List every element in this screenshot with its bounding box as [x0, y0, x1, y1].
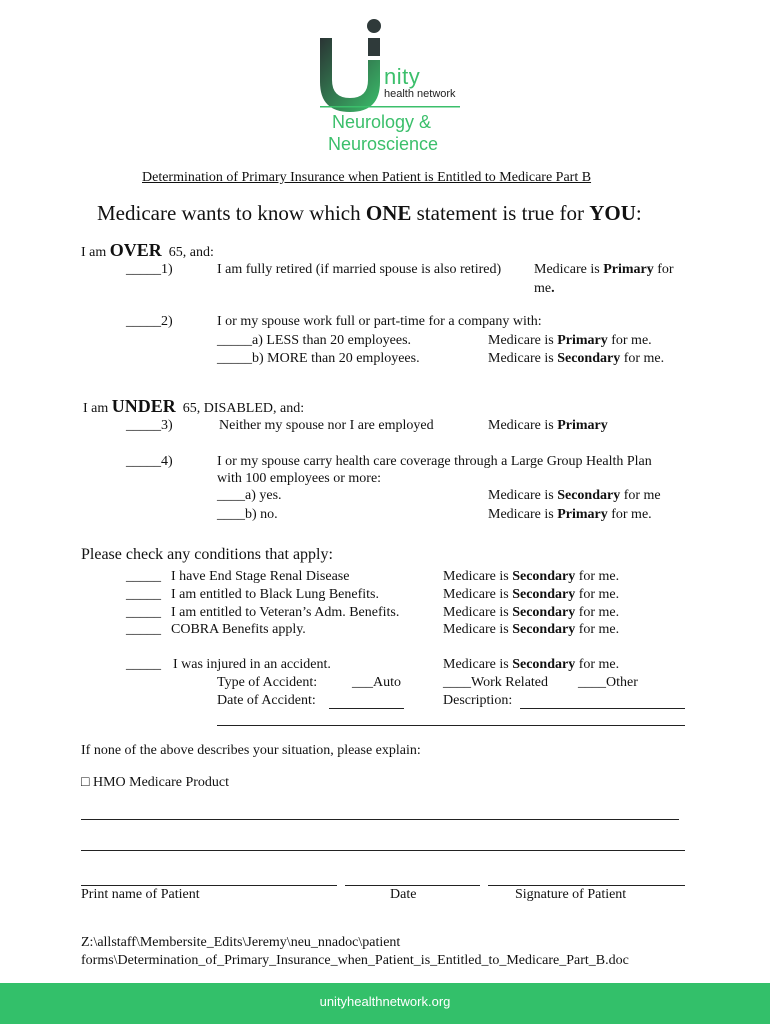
q4a-result: Medicare is Secondary for me — [488, 488, 661, 503]
logo-dept-line2: Neuroscience — [328, 134, 439, 154]
q3-text: Neither my spouse nor I are employed — [219, 418, 434, 433]
signature-field[interactable] — [488, 885, 685, 886]
condition-result: Medicare is Secondary for me. — [443, 605, 620, 620]
condition-blank[interactable]: _____ — [126, 569, 161, 584]
logo-subtitle: health network — [384, 88, 456, 100]
accident-date-label: Date of Accident: — [217, 693, 316, 708]
q1-blank[interactable]: _____1) — [126, 262, 173, 277]
q1-result-cont: me. — [534, 281, 555, 296]
condition-label: COBRA Benefits apply. — [171, 622, 306, 637]
q4b-option[interactable]: ____b) no. — [217, 507, 278, 522]
q4-blank[interactable]: _____4) — [126, 454, 173, 469]
q4b-result: Medicare is Primary for me. — [488, 507, 652, 522]
condition-blank[interactable]: _____ — [126, 605, 161, 620]
q1-result: Medicare is Primary for — [534, 262, 674, 277]
accident-result: Medicare is Secondary for me. — [443, 657, 620, 672]
accident-description-label: Description: — [443, 693, 513, 708]
accident-other-option[interactable]: ____Other — [578, 675, 638, 690]
q4-text-line2: with 100 employees or more: — [217, 471, 382, 486]
file-path-line2: forms\Determination_of_Primary_Insurance_when_Patient_is_Entitled_to_Medicare_Part_B.doc — [81, 953, 629, 968]
logo-brand: nity — [384, 64, 421, 89]
over-65-label: I am OVER 65, and: — [81, 240, 214, 260]
signature-label: Signature of Patient — [515, 887, 627, 902]
q3-blank[interactable]: _____3) — [126, 418, 173, 433]
condition-blank[interactable]: _____ — [126, 622, 161, 637]
page-heading: Medicare wants to know which ONE statement is true for YOU: — [97, 201, 642, 225]
date-field[interactable] — [345, 885, 480, 886]
accident-auto-option[interactable]: ___Auto — [352, 675, 401, 690]
q2-blank[interactable]: _____2) — [126, 314, 173, 329]
q2a-result: Medicare is Primary for me. — [488, 333, 652, 348]
q3-result: Medicare is Primary — [488, 418, 608, 433]
document-title: Determination of Primary Insurance when Patient is Entitled to Medicare Part B — [142, 170, 592, 185]
condition-label: I am entitled to Veteran’s Adm. Benefits. — [171, 605, 400, 620]
print-name-label: Print name of Patient — [81, 887, 200, 902]
condition-blank[interactable]: _____ — [126, 587, 161, 602]
date-label: Date — [390, 887, 417, 902]
file-path-line1: Z:\allstaff\Membersite_Edits\Jeremy\neu_nnadoc\patient — [81, 935, 401, 950]
logo-dept-line1: Neurology & — [332, 112, 432, 132]
explain-line-1[interactable] — [81, 819, 679, 820]
q2b-result: Medicare is Secondary for me. — [488, 351, 665, 366]
logo — [300, 18, 480, 163]
accident-label: I was injured in an accident. — [173, 657, 331, 672]
q2-text: I or my spouse work full or part-time for a company with: — [217, 314, 542, 329]
accident-description-field[interactable] — [520, 708, 685, 709]
condition-result: Medicare is Secondary for me. — [443, 622, 620, 637]
accident-type-label: Type of Accident: — [217, 675, 318, 690]
q1-text: I am fully retired (if married spouse is also retired) — [217, 262, 502, 277]
condition-label: I am entitled to Black Lung Benefits. — [171, 587, 380, 602]
condition-result: Medicare is Secondary for me. — [443, 569, 620, 584]
q2b-option[interactable]: _____b) MORE than 20 employees. — [217, 351, 420, 366]
accident-date-field[interactable] — [329, 708, 404, 709]
under-65-label: I am UNDER 65, DISABLED, and: — [83, 396, 305, 416]
accident-description-field-2[interactable] — [217, 725, 685, 726]
q4-text-line1: I or my spouse carry health care coverage through a Large Group Health Plan — [217, 454, 652, 469]
hmo-checkbox[interactable]: □ HMO Medicare Product — [81, 775, 230, 790]
explain-label: If none of the above describes your situation, please explain: — [81, 743, 421, 758]
accident-work-option[interactable]: ____Work Related — [443, 675, 549, 690]
q2a-option[interactable]: _____a) LESS than 20 employees. — [217, 333, 412, 348]
footer-url[interactable]: unityhealthnetwork.org — [319, 994, 451, 1009]
condition-label: I have End Stage Renal Disease — [171, 569, 350, 584]
q4a-option[interactable]: ____a) yes. — [217, 488, 282, 503]
condition-result: Medicare is Secondary for me. — [443, 587, 620, 602]
conditions-heading: Please check any conditions that apply: — [81, 546, 333, 563]
print-name-field[interactable] — [81, 885, 337, 886]
explain-line-2[interactable] — [81, 850, 685, 851]
accident-blank[interactable]: _____ — [126, 657, 161, 672]
